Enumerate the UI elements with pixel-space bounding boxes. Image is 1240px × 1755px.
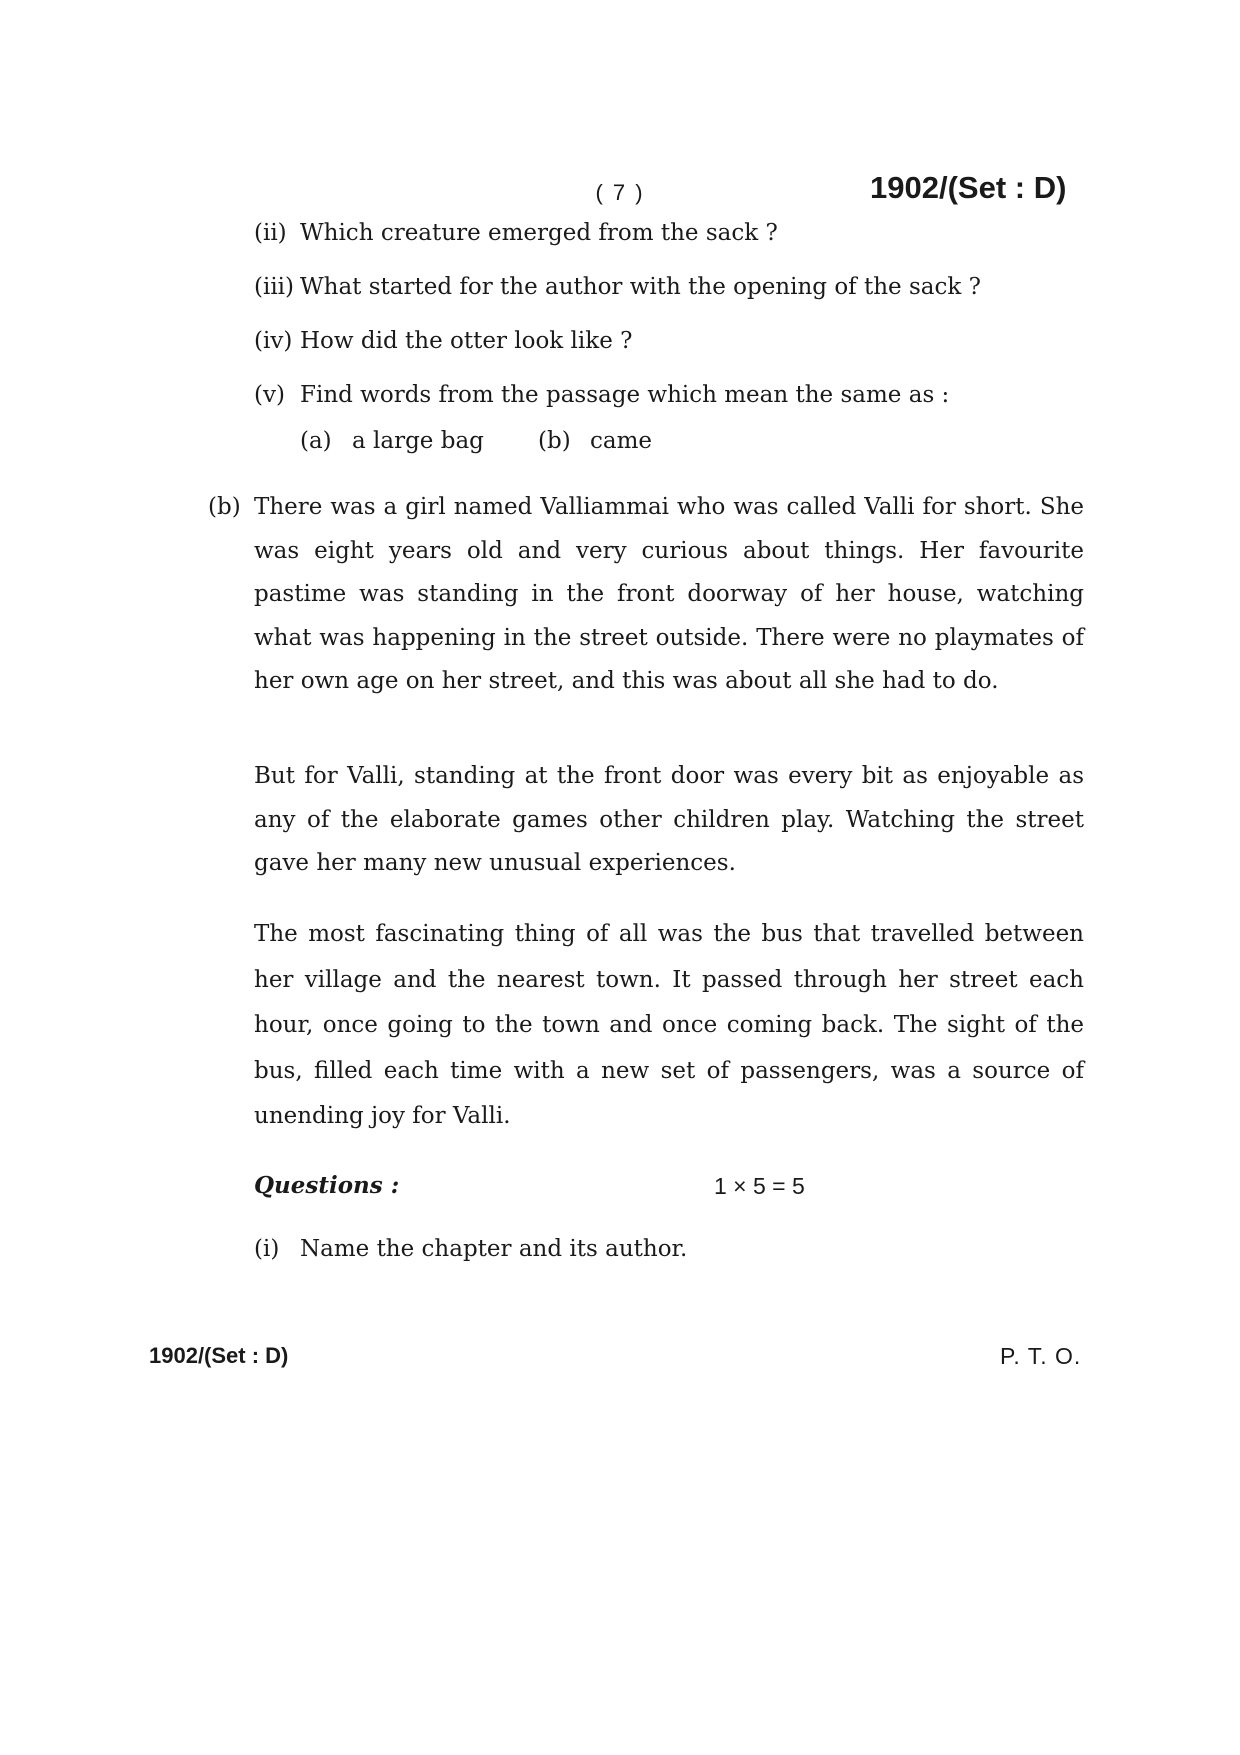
question-a-ii [254, 220, 778, 246]
question-number: (v) [254, 382, 285, 408]
question-number: (iv) [254, 328, 293, 354]
question-a-v [254, 382, 949, 408]
question-text: Which creature emerged from the sack ? [300, 220, 778, 246]
question-text: Find words from the passage which mean the same as : [300, 382, 950, 408]
option-label: (a) [300, 428, 332, 454]
please-turn-over: P. T. O. [1000, 1343, 1082, 1369]
option-a [300, 428, 484, 454]
paper-code-footer: 1902/(Set : D) [149, 1343, 289, 1368]
paper-code-header: 1902/(Set : D) [870, 170, 1067, 205]
section-b-label: (b) [208, 494, 241, 520]
option-text: a large bag [352, 428, 484, 454]
question-b-i [254, 1236, 687, 1262]
question-a-iv [254, 328, 632, 354]
option-b [538, 428, 652, 454]
option-label: (b) [538, 428, 571, 454]
marks-allocation: 1 × 5 = 5 [714, 1173, 805, 1199]
question-text: Name the chapter and its author. [300, 1236, 688, 1262]
option-text: came [590, 428, 653, 454]
question-a-iii [254, 274, 981, 300]
passage-paragraph-1: There was a girl named Valliammai who was called Valli for short. She was eight years old and very curious about things. Her favourite pastime was standing in the front doorway of her house, watching what was happening in the street outside. There were no playmates of her own age on her street, and this was about all she had to do. [254, 494, 1084, 694]
question-text: How did the otter look like ? [300, 328, 633, 354]
questions-heading: Questions : [254, 1172, 400, 1199]
question-number: (ii) [254, 220, 287, 246]
passage-paragraph-2: But for Valli, standing at the front door was every bit as enjoyable as any of the elaborate games other children play. Watching the street gave her many new unusual experiences. [254, 763, 1084, 876]
question-number: (iii) [254, 274, 295, 300]
question-number: (i) [254, 1236, 280, 1262]
page-number: ( 7 ) [595, 180, 645, 205]
passage-paragraph-3: The most fascinating thing of all was the bus that travelled between her village and the nearest town. It passed through her street each hour, once going to the town and once coming back. The sight of the bus, filled each time with a new set of passengers, was a source of unending joy for Valli. [254, 921, 1084, 1129]
question-text: What started for the author with the opening of the sack ? [300, 274, 981, 300]
